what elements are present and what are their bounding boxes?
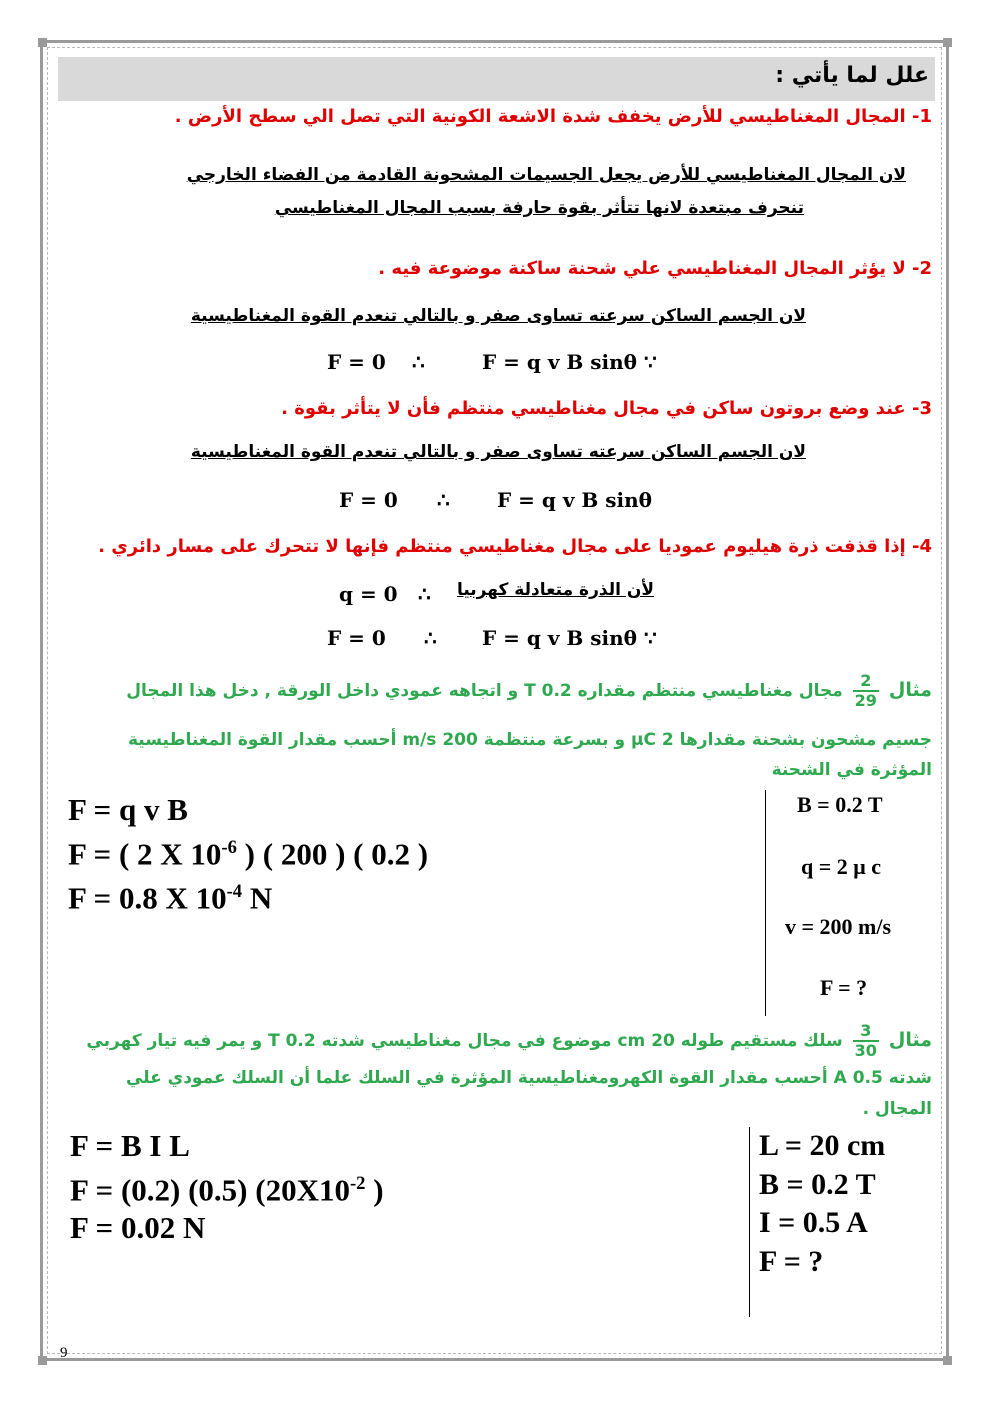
border-corner (38, 38, 47, 47)
example-1-line-1 (126, 672, 932, 710)
solution-1-line-2: F = ( 2 X $10^{-6}$ ) ( 200 ) ( 0.2 ) (68, 836, 429, 872)
equation-3-force-law: F = q v B sinθ (497, 488, 653, 512)
given-1-b: B = 0.2 T (797, 792, 883, 817)
header-title: علل لما يأتي : (775, 63, 929, 88)
equation-3-result: F = 0 (339, 488, 398, 512)
page-number: 9 (60, 1345, 68, 1361)
therefore-symbol: ∴ (437, 488, 450, 512)
solution-2-line-3: F = 0.02 N (70, 1210, 206, 1246)
example-1-line-2: جسيم مشحون بشحنة مقدارها 2 μC و بسرعة منتظمة 200 m/s أحسب مقدار القوة المغناطيسية (127, 730, 932, 750)
answer-4: لأن الذرة متعادلة كهربيا (456, 580, 654, 600)
divider-line (749, 1127, 750, 1317)
question-3: 3- عند وضع بروتون ساكن في مجال مغناطيسي منتظم فأن لا يتأثر بقوة . (281, 398, 932, 419)
therefore-symbol: ∴ (412, 350, 425, 374)
border-corner (943, 38, 952, 47)
question-1: 1- المجال المغناطيسي للأرض يخفف شدة الاشعة الكونية التي تصل الي سطح الأرض . (174, 106, 932, 127)
answer-2: لان الجسم الساكن سرعته تساوى صفر و بالتالي تنعدم القوة المغناطيسية (190, 306, 806, 326)
equation-2-result: F = 0 (327, 350, 386, 374)
solution-1-line-1: F = q v B (68, 792, 188, 827)
given-1-f: F = ? (820, 975, 868, 1000)
example-1-number: $\frac{2}{29}$ (854, 671, 877, 710)
section-header (58, 57, 935, 101)
border-corner (943, 1356, 952, 1365)
solution-2-line-1: F = B I L (70, 1128, 190, 1163)
given-1-v: v = 200 m/s (785, 914, 892, 939)
equation-4-force-law: F = q v B sinθ ∵ (482, 626, 657, 650)
divider-line (765, 790, 766, 1016)
answer-1-line-2: تنحرف مبتعدة لانها تتأثر بقوة حارفة بسبب المجال المغناطيسي (274, 198, 804, 218)
equation-2-force-law: F = q v B sinθ ∵ (482, 350, 657, 374)
example-1-label: مثال (888, 679, 932, 701)
equation-4-charge: q = 0 (339, 582, 398, 606)
answer-3: لان الجسم الساكن سرعته تساوى صفر و بالتالي تنعدم القوة المغناطيسية (190, 442, 806, 462)
example-2-line-2: شدته 0.5 A أحسب مقدار القوة الكهرومغناطيسية المؤثرة في السلك علما أن السلك عمودي علي (125, 1068, 932, 1088)
example-1-solution (68, 791, 428, 918)
example-1-text-1: مجال مغناطيسي منتظم مقداره 0.2 T و اتجاهه عمودي داخل الورقة , دخل هذا المجال (126, 681, 843, 701)
given-2-l: L = 20 cm (759, 1129, 886, 1162)
example-1-line-3: المؤثرة في الشحنة (771, 760, 932, 780)
solution-2-line-2: F = (0.2) (0.5) ($20X10^{-2}$ ) (70, 1172, 384, 1208)
given-2-list (759, 1127, 885, 1281)
question-4: 4- إذا قذفت ذرة هيليوم عموديا على مجال مغناطيسي منتظم فإنها لا تتحرك على مسار دائري . (98, 536, 932, 557)
equation-4-result: F = 0 (327, 626, 386, 650)
therefore-symbol: ∴ (418, 582, 431, 606)
therefore-symbol: ∴ (424, 626, 437, 650)
example-2-line-3: المجال . (862, 1099, 932, 1119)
example-2-solution (70, 1127, 384, 1247)
example-2-text-1: سلك مستقيم طوله 20 cm موضوع في مجال مغناطيسي شدته 0.2 T و يمر فيه تيار كهربي (86, 1031, 843, 1051)
answer-1-line-1: لان المجال المغناطيسي للأرض يجعل الجسيمات المشحونة القادمة من الفضاء الخارجي (186, 165, 906, 185)
solution-1-line-3: F = 0.8 X $10^{-4}$ N (68, 880, 273, 916)
given-2-i: I = 0.5 A (759, 1206, 868, 1239)
example-2-line-1 (86, 1022, 932, 1060)
example-2-label: مثال (888, 1029, 932, 1051)
given-2-b: B = 0.2 T (759, 1167, 876, 1201)
question-2: 2- لا يؤثر المجال المغناطيسي علي شحنة ساكنة موضوعة فيه . (378, 258, 932, 279)
given-1-q: q = 2 μ c (801, 854, 882, 879)
border-corner (38, 1356, 47, 1365)
given-2-f: F = ? (759, 1244, 824, 1278)
example-2-number: $\frac{3}{30}$ (854, 1021, 877, 1060)
